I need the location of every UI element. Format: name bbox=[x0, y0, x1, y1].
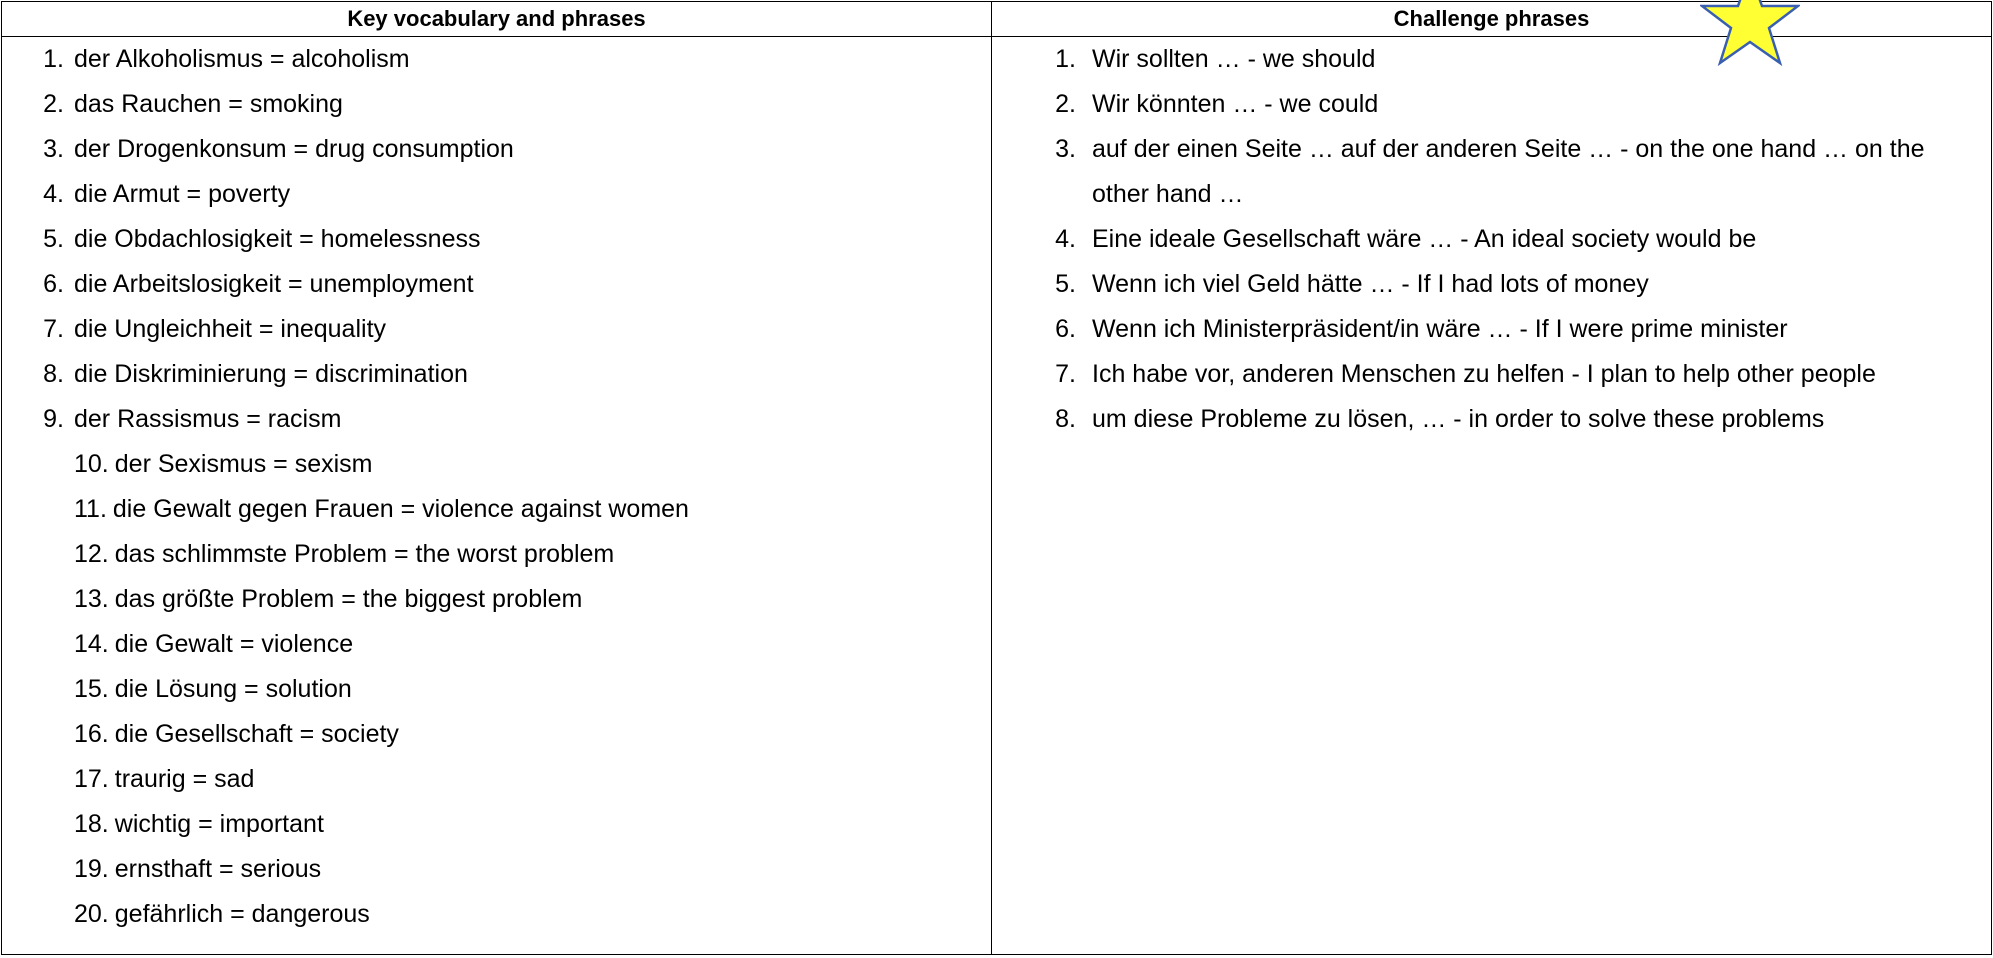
vocab-item-number: 11. bbox=[74, 495, 107, 523]
vocab-item bbox=[2, 847, 991, 892]
table-body-row bbox=[2, 37, 1992, 955]
vocab-item-number: 13. bbox=[74, 585, 109, 613]
vocab-item bbox=[2, 487, 991, 532]
challenge-cell bbox=[992, 37, 1992, 955]
table-header-row bbox=[2, 2, 1992, 37]
vocab-item bbox=[2, 532, 991, 577]
vocab-item-text: die Arbeitslosigkeit = unemployment bbox=[74, 270, 474, 298]
vocab-item-number: 6. bbox=[43, 270, 64, 298]
vocab-item-number: 10. bbox=[74, 450, 109, 478]
vocab-item-number: 7. bbox=[43, 315, 64, 343]
vocab-item-text: die Gewalt = violence bbox=[114, 630, 354, 658]
vocab-item bbox=[2, 622, 991, 667]
vocab-item bbox=[2, 892, 991, 937]
vocab-item bbox=[2, 712, 991, 757]
challenge-item bbox=[992, 37, 1991, 82]
vocab-item-number: 15. bbox=[74, 675, 109, 703]
challenge-item bbox=[992, 217, 1991, 262]
challenge-item-text: Wenn ich Ministerpräsident/in wäre … - If I were prime minister bbox=[1092, 315, 1788, 343]
vocab-item-text: die Gewalt gegen Frauen = violence against women bbox=[112, 495, 689, 523]
challenge-list bbox=[992, 37, 1991, 442]
vocab-item-text: die Obdachlosigkeit = homelessness bbox=[74, 225, 481, 253]
vocab-item bbox=[2, 577, 991, 622]
vocab-item-number: 18. bbox=[74, 810, 109, 838]
challenge-item bbox=[992, 352, 1991, 397]
header-challenge-phrases: Challenge phrases bbox=[992, 2, 1992, 37]
challenge-item-text: Ich habe vor, anderen Menschen zu helfen - I plan to help other people bbox=[1092, 360, 1876, 388]
challenge-item-number: 2. bbox=[1055, 90, 1076, 118]
vocab-item-number: 1. bbox=[43, 45, 64, 73]
vocab-item-number: 14. bbox=[74, 630, 109, 658]
vocab-item bbox=[2, 307, 991, 352]
vocab-item-text: der Drogenkonsum = drug consumption bbox=[74, 135, 514, 163]
vocab-item-number: 3. bbox=[43, 135, 64, 163]
vocab-item bbox=[2, 352, 991, 397]
vocab-item bbox=[2, 217, 991, 262]
vocab-cell bbox=[2, 37, 992, 955]
vocab-item-text: die Lösung = solution bbox=[114, 675, 352, 703]
vocab-item-text: der Rassismus = racism bbox=[74, 405, 342, 433]
challenge-item-text: Wir könnten … - we could bbox=[1092, 90, 1379, 118]
challenge-item-number: 8. bbox=[1055, 405, 1076, 433]
vocab-item bbox=[2, 262, 991, 307]
vocab-item-number: 20. bbox=[74, 900, 109, 928]
challenge-item bbox=[992, 307, 1991, 352]
vocab-item-text: gefährlich = dangerous bbox=[114, 900, 370, 928]
vocab-item bbox=[2, 802, 991, 847]
challenge-item-number: 6. bbox=[1055, 315, 1076, 343]
vocab-item-number: 17. bbox=[74, 765, 109, 793]
challenge-item bbox=[992, 262, 1991, 307]
challenge-item bbox=[992, 397, 1991, 442]
vocab-item-number: 16. bbox=[74, 720, 109, 748]
vocab-item bbox=[2, 82, 991, 127]
vocab-item-text: der Sexismus = sexism bbox=[114, 450, 373, 478]
vocab-item bbox=[2, 37, 991, 82]
challenge-item-number: 4. bbox=[1055, 225, 1076, 253]
vocab-item bbox=[2, 442, 991, 487]
star-icon bbox=[1700, 0, 1800, 66]
vocab-item-number: 19. bbox=[74, 855, 109, 883]
vocab-item-text: das schlimmste Problem = the worst problem bbox=[114, 540, 615, 568]
vocab-item bbox=[2, 397, 991, 442]
vocab-item-number: 12. bbox=[74, 540, 109, 568]
challenge-item-number: 3. bbox=[1055, 135, 1076, 163]
header-key-vocabulary: Key vocabulary and phrases bbox=[2, 2, 992, 37]
challenge-item-text: Eine ideale Gesellschaft wäre … - An ideal society would be bbox=[1092, 225, 1757, 253]
vocab-item-text: die Diskriminierung = discrimination bbox=[74, 360, 468, 388]
vocab-item bbox=[2, 667, 991, 712]
challenge-item-text: Wir sollten … - we should bbox=[1092, 45, 1376, 73]
challenge-item-number: 7. bbox=[1055, 360, 1076, 388]
vocab-list bbox=[2, 37, 991, 937]
vocab-item-number: 5. bbox=[43, 225, 64, 253]
vocab-item bbox=[2, 757, 991, 802]
vocab-item-text: der Alkoholismus = alcoholism bbox=[74, 45, 410, 73]
vocab-item bbox=[2, 127, 991, 172]
vocab-item-text: das größte Problem = the biggest problem bbox=[114, 585, 583, 613]
vocabulary-table bbox=[1, 1, 1992, 955]
challenge-item-text: auf der einen Seite … auf der anderen Seite … - on the one hand … on the other hand … bbox=[1092, 135, 1925, 208]
vocab-item-number: 2. bbox=[43, 90, 64, 118]
vocab-item bbox=[2, 172, 991, 217]
vocab-item-text: ernsthaft = serious bbox=[114, 855, 322, 883]
challenge-item bbox=[992, 82, 1991, 127]
vocab-item-text: die Armut = poverty bbox=[74, 180, 291, 208]
challenge-item bbox=[992, 127, 1991, 217]
vocab-item-number: 9. bbox=[43, 405, 64, 433]
vocab-item-number: 8. bbox=[43, 360, 64, 388]
challenge-item-number: 1. bbox=[1055, 45, 1076, 73]
vocab-item-text: die Gesellschaft = society bbox=[114, 720, 399, 748]
challenge-item-text: Wenn ich viel Geld hätte … - If I had lots of money bbox=[1092, 270, 1649, 298]
challenge-item-number: 5. bbox=[1055, 270, 1076, 298]
vocab-item-text: die Ungleichheit = inequality bbox=[74, 315, 387, 343]
vocab-item-text: traurig = sad bbox=[114, 765, 255, 793]
vocab-item-text: wichtig = important bbox=[114, 810, 324, 838]
vocab-item-text: das Rauchen = smoking bbox=[74, 90, 343, 118]
vocab-item-number: 4. bbox=[43, 180, 64, 208]
challenge-item-text: um diese Probleme zu lösen, … - in order to solve these problems bbox=[1092, 405, 1825, 433]
